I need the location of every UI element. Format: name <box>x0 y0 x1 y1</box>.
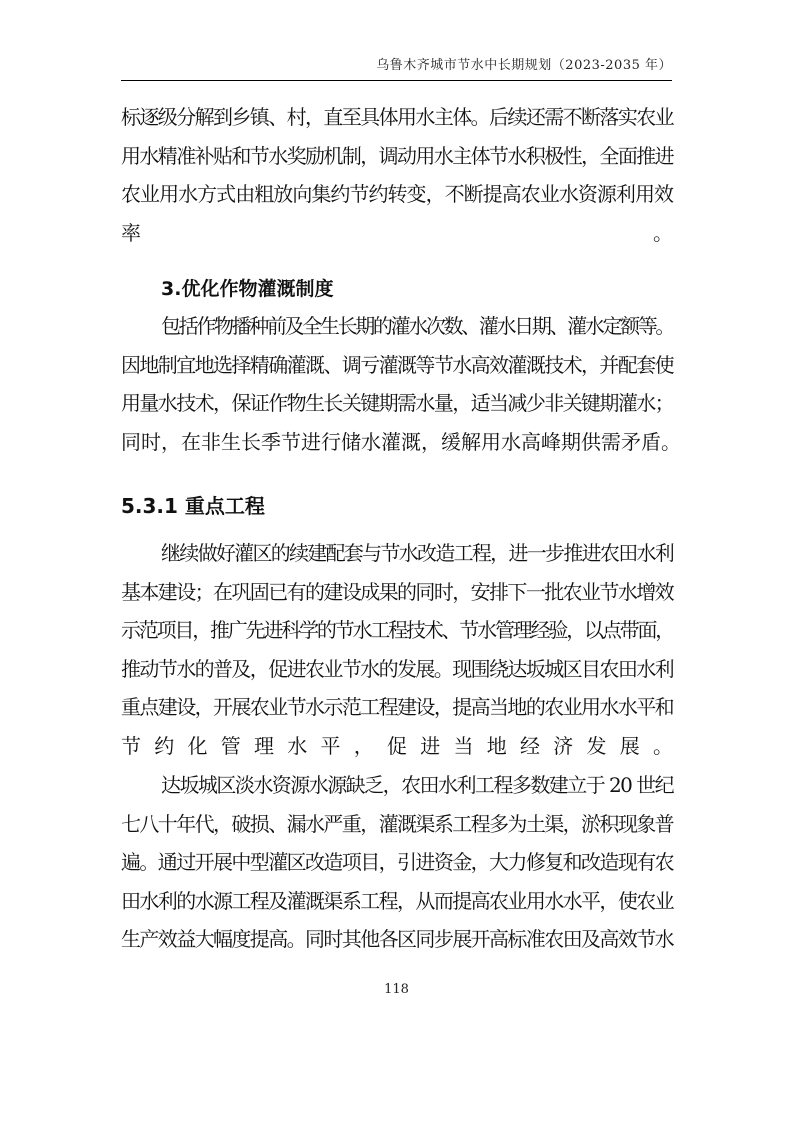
text-line: 率。 <box>121 220 673 245</box>
text-line: 包括作物播种前及全生长期的灌水次数、灌水日期、灌水定额等。 <box>161 314 673 338</box>
paragraph-dabancheng <box>121 766 673 959</box>
text-line: 生产效益大幅度提高。同时其他各区同步展开高标准农田及高效节水 <box>121 927 673 952</box>
text-line: 农业用水方式由粗放向集约节约转变，不断提高农业水资源利用效 <box>121 182 673 207</box>
text-line: 用量水技术，保证作物生长关键期需水量，适当减少非关键期灌水； <box>121 391 673 416</box>
paragraph-irrigation-schedule <box>121 307 681 461</box>
header-divider <box>121 80 672 81</box>
text-line: 遍。通过开展中型灌区改造项目，引进资金，大力修复和改造现有农 <box>121 850 673 875</box>
running-header: 乌鲁木齐城市节水中长期规划（2023-2035 年） <box>376 58 672 73</box>
section-heading: 5.3.1 重点工程 <box>121 494 265 518</box>
text-line: 继续做好灌区的续建配套与节水改造工程，进一步推进农田水利 <box>161 541 673 565</box>
text-line: 基本建设；在巩固已有的建设成果的同时，安排下一批农业节水增效 <box>121 579 673 604</box>
text-line: 重点建设，开展农业节水示范工程建设，提高当地的农业用水水平和 <box>121 695 673 720</box>
subsection-heading: 3.优化作物灌溉制度 <box>161 278 334 300</box>
page-number: 118 <box>384 982 409 997</box>
text-line: 示范项目，推广先进科学的节水工程技术、节水管理经验，以点带面， <box>121 618 673 643</box>
text-line: 推动节水的普及，促进农业节水的发展。现围绕达坂城区目农田水利 <box>121 656 673 681</box>
text-line: 田水利的水源工程及灌溉渠系工程，从而提高农业用水水平，使农业 <box>121 888 673 913</box>
paragraph-continuation <box>121 98 673 252</box>
paragraph-key-projects <box>121 534 673 766</box>
text-line: 用水精准补贴和节水奖励机制，调动用水主体节水积极性，全面推进 <box>121 143 673 168</box>
text-line: 因地制宜地选择精确灌溉、调亏灌溉等节水高效灌溉技术，并配套使 <box>121 352 673 377</box>
text-line: 达坂城区淡水资源水源缺乏，农田水利工程多数建立于 20 世纪 <box>161 773 673 797</box>
text-line: 七八十年代，破损、漏水严重，灌溉渠系工程多为土渠，淤积现象普 <box>121 811 673 836</box>
text-line: 节约化管理水平，促进当地经济发展。 <box>121 733 673 758</box>
text-line: 同时，在非生长季节进行储水灌溉，缓解用水高峰期供需矛盾。 <box>121 429 681 454</box>
text-line: 标逐级分解到乡镇、村，直至具体用水主体。后续还需不断落实农业 <box>121 105 673 129</box>
